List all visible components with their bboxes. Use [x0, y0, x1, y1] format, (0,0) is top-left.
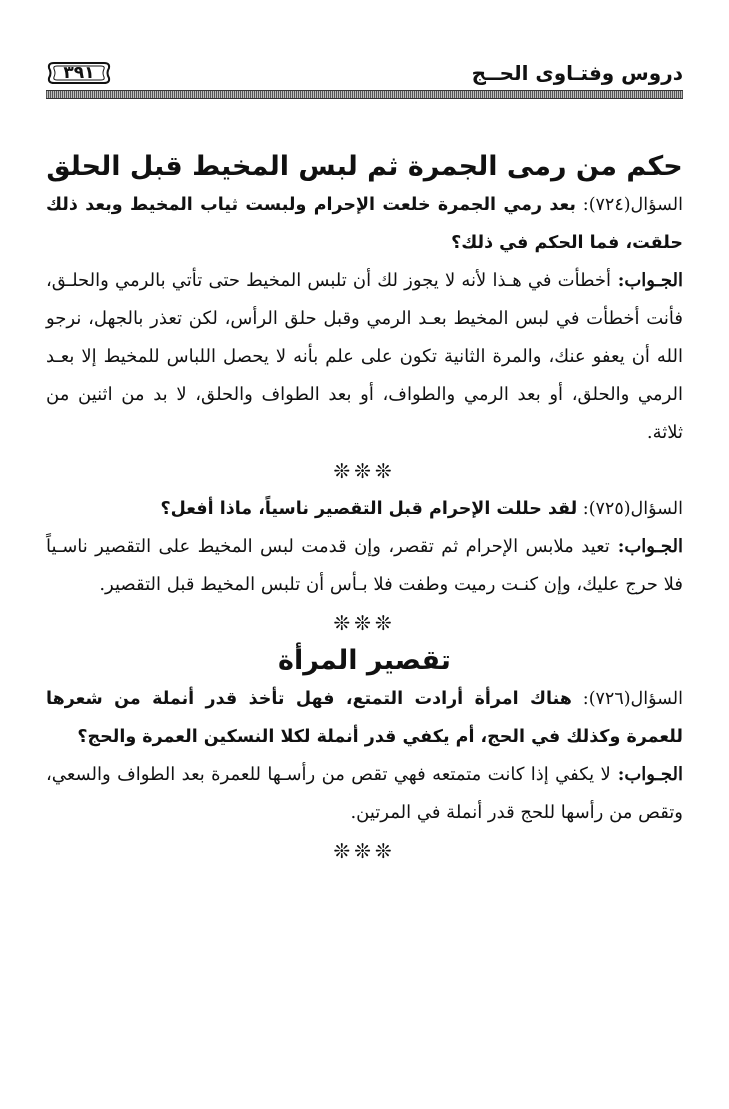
section-heading: حكم من رمى الجمرة ثم لبس المخيط قبل الحلق [46, 151, 683, 182]
answer-lead: الجـواب: [610, 764, 683, 785]
question-paragraph [46, 186, 683, 262]
question-text: هناك امرأة أرادت التمتع، فهل تأخذ قدر أنملة من شعرها للعمرة وكذلك في الحج، أم يكفي قدر أنملة لكلا النسكين العمرة والحج؟ [46, 689, 683, 747]
page-number: ٣٩١ [63, 63, 95, 83]
running-title: دروس وفتـاوى الحــج [471, 61, 683, 85]
section-heading: تقصير المرأة [278, 645, 451, 676]
answer-lead: الجـواب: [610, 270, 683, 291]
answer-text: لا يكفي إذا كانت متمتعه فهي تقص من رأسـها للعمرة بعد الطواف والسعي، وتقص من رأسها للحج قدر أنملة في المرتين. [46, 764, 683, 823]
answer-paragraph [46, 528, 683, 604]
question-paragraph [46, 490, 683, 528]
answer-paragraph [46, 756, 683, 832]
question-lead: السؤال(٧٢٦): [571, 689, 683, 709]
separator-asterisks: ❊❊❊ [333, 459, 396, 483]
answer-text: تعيد ملابس الإحرام ثم تقصر، وإن قدمت لبس المخيط على التقصير ناسـياً فلا حرج عليك، وإن كنـت رميت وطفت فلا بـأس أن تلبس المخيط قبل التقصير. [46, 536, 683, 595]
page-number-ornament [46, 60, 112, 86]
answer-paragraph [46, 262, 683, 452]
running-header [46, 58, 683, 96]
question-text: لقد حللت الإحرام قبل التقصير ناسياً، ماذا أفعل؟ [160, 499, 578, 519]
question-lead: السؤال(٧٢٤): [575, 195, 683, 215]
header-rule [46, 90, 683, 99]
separator-asterisks: ❊❊❊ [333, 839, 396, 863]
question-text: بعد رمي الجمرة خلعت الإحرام ولبست ثياب المخيط وبعد ذلك حلقت، فما الحكم في ذلك؟ [46, 195, 683, 253]
question-lead: السؤال(٧٢٥): [577, 499, 683, 519]
page-content [46, 148, 683, 870]
answer-lead: الجـواب: [609, 536, 683, 557]
question-paragraph [46, 680, 683, 756]
answer-text: أخطأت في هـذا لأنه لا يجوز لك أن تلبس المخيط حتى تأتي بالرمي والحلـق، فأنت أخطأت في لبس المخيط بعـد الرمي وقبل حلق الرأس، لكن تعذر بالجهل، نرجو الله أن يعفو عنك، والمرة الثانية تكون على علم بأنه لا يحصل اللباس للمخيط إلا بعـد الرمي والحلق، أو بعد الرمي والطواف، أو بعد الطواف والحلق، لا بد من اثنين من ثلاثة. [46, 270, 683, 443]
separator-asterisks: ❊❊❊ [333, 611, 396, 635]
